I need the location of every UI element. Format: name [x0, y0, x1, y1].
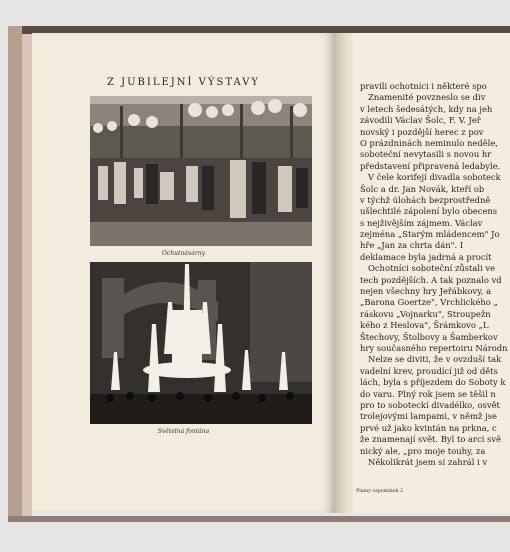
text-line: s nejživějším zájmem. Václav [360, 217, 483, 228]
page-footer: Plamy vzpomínek 2 [356, 489, 404, 494]
light-fountain-illustration [90, 262, 312, 424]
text-line: představení připravená ledabyle. [360, 160, 501, 171]
text-line: Šolc a dr. Jan Novák, kteří ob [360, 183, 485, 194]
tasting-pavilion-illustration [90, 96, 312, 246]
text-line: prvé už jako kvintán na prkna, c [360, 422, 497, 433]
text-line: pravili ochotníci i některé spo [360, 81, 487, 91]
book-page-stack-edge [22, 34, 32, 518]
text-line: novský i pozdější herec z pov [360, 126, 484, 137]
photo-tasting-pavilion [90, 96, 312, 246]
text-line: „Barona Goertze", Vrchlického „ [360, 297, 498, 308]
text-line: hry současného repertoiru Národn [360, 342, 508, 353]
left-page [32, 33, 335, 513]
text-line: zejména „Starým mládencem" Jo [360, 229, 500, 240]
text-line: ušlechtilé zápolení bylo obecens [360, 206, 498, 217]
text-line: nejen všechny hry Jeřábkovy, a [360, 286, 492, 297]
photo-light-fountain [90, 262, 312, 424]
body-text [360, 81, 510, 468]
text-line: Několikrát jsem si zahrál i v [368, 456, 488, 467]
text-line: Štechovy, Štolbovy a Šamberkov [360, 331, 498, 342]
text-line: v letech šedesátých, kdy na jeh [360, 103, 493, 114]
book-gutter [335, 33, 353, 513]
text-line: V čele korifejí divadla soboteck [368, 172, 501, 183]
text-line: O prázdninách neminulo neděle, [360, 137, 498, 148]
text-line: v týchž úlohách bezprostředně [360, 194, 491, 205]
text-line: že znamenají svět. Byl to arci svě [360, 434, 502, 445]
text-line: hře „Jan za chrta dán". I [360, 240, 464, 251]
book-bottom-shadow [8, 516, 510, 522]
text-line: Znamenité povzneslo se div [368, 92, 486, 103]
page-heading: Z JUBILEJNÍ VÝSTAVY [106, 77, 261, 88]
caption-bottom: Světelná fontána [157, 428, 210, 435]
book-cover-spine-edge [8, 26, 22, 520]
text-line: tech pozdějších. A tak poznalo vd [360, 274, 502, 285]
text-line: deklamace byla jadrná a procít [360, 251, 492, 262]
text-line: do varu. Plný rok jsem se těšil n [360, 388, 496, 399]
text-line: závodili Václav Šolc, F. V. Jeř [360, 115, 481, 126]
right-page [353, 33, 510, 513]
text-line: nický ale, „pro moje touhy, za [360, 445, 486, 456]
text-line: soboteční nevytasili s novou hr [360, 149, 492, 160]
text-line: Ochotníci soboteční zůstali ve [368, 263, 496, 274]
text-line: Nelze se diviti, že v ovzduší tak [368, 354, 502, 365]
text-line: ráskovu „Vojnarku", Stroupežn [360, 308, 491, 319]
text-line: pro to soboteckí divadélko, osvět [360, 399, 500, 410]
text-line: kého z Heslova", Šrámkovo „L [360, 320, 489, 331]
caption-top: Ochutnávárny [162, 250, 205, 257]
text-line: lách, byla s příjezdem do Soboty k [360, 377, 506, 388]
text-line: trolejovými lampami, v němž jse [360, 411, 497, 422]
text-line: vadelní krev, proudící již od děts [360, 365, 498, 376]
